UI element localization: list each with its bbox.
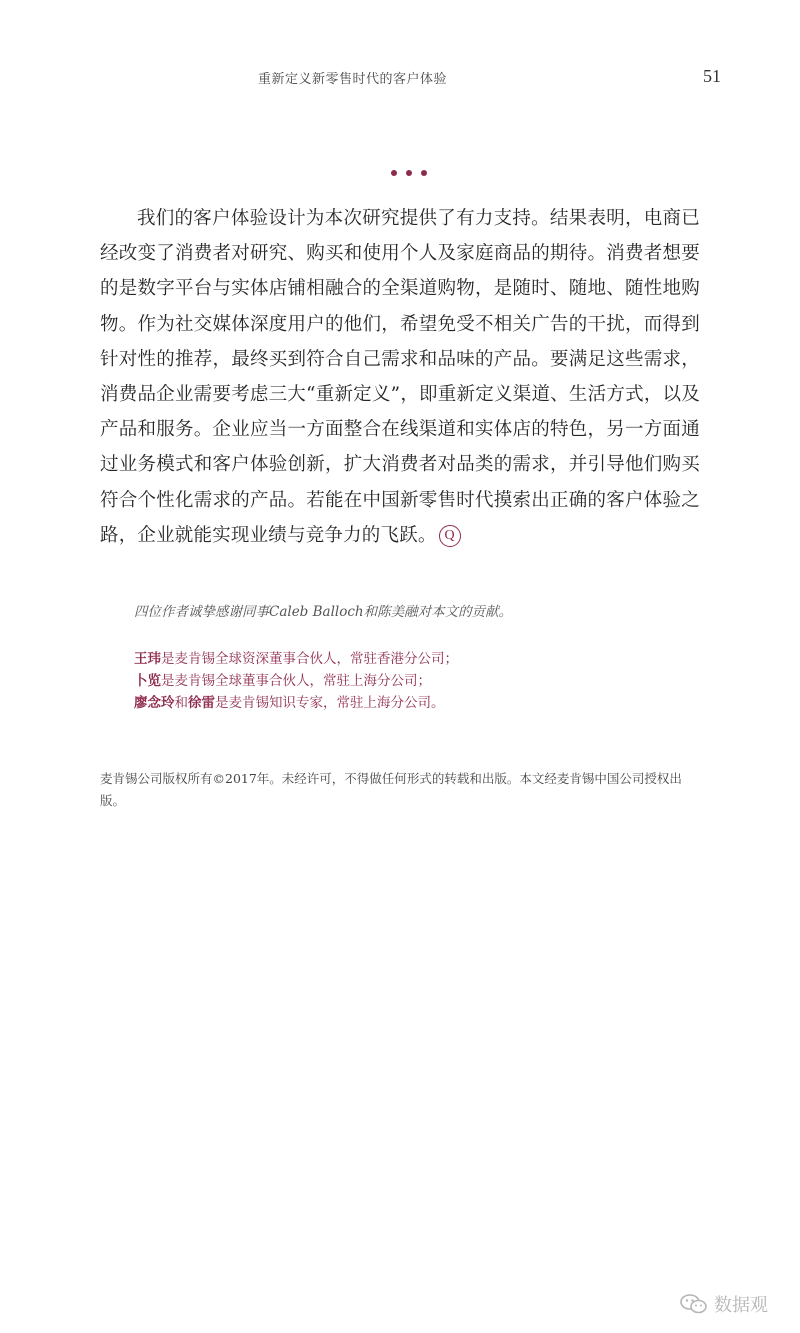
author-list [134, 648, 458, 714]
end-mark-icon: Q [439, 525, 461, 547]
acknowledgement: 四位作者诚挚感谢同事Caleb Balloch和陈美融对本文的贡献。 [134, 604, 513, 620]
body-paragraph-text: 我们的客户体验设计为本次研究提供了有力支持。结果表明，电商已经改变了消费者对研究、购买和使用个人及家庭商品的期待。消费者想要的是数字平台与实体店铺相融合的全渠道购物，是随时、随地、随性地购物。作为社交媒体深度用户的他们，希望免受不相关广告的干扰，而得到针对性的推荐，最终买到符合自己需求和品味的产品。要满足这些需求，消费品企业需要考虑三大“重新定义”，即重新定义渠道、生活方式，以及产品和服务。企业应当一方面整合在线渠道和实体店的特色，另一方面通过业务模式和客户体验创新，扩大消费者对品类的需求，并引导他们购买符合个性化需求的产品。若能在中国新零售时代摸索出正确的客户体验之路，企业就能实现业绩与竞争力的飞跃。 [100, 208, 700, 546]
body-paragraph [100, 201, 700, 553]
author-name: 王玮 [134, 651, 161, 667]
author-item [134, 670, 458, 692]
author-desc: 是麦肯锡全球董事合伙人，常驻上海分公司； [161, 673, 431, 689]
author-desc: 是麦肯锡知识专家，常驻上海分公司。 [215, 695, 445, 711]
author-name: 廖念玲 [134, 695, 175, 711]
section-ornament [391, 170, 427, 176]
page-number: 51 [703, 66, 721, 86]
watermark [680, 1291, 768, 1317]
author-name: 徐雷 [188, 695, 215, 711]
running-head: 重新定义新零售时代的客户体验 [258, 72, 448, 87]
author-item [134, 692, 458, 714]
author-name: 卜览 [134, 673, 161, 689]
ornament-dot [421, 170, 427, 176]
ornament-dot [406, 170, 412, 176]
author-item [134, 648, 458, 670]
author-desc: 是麦肯锡全球资深董事合伙人，常驻香港分公司； [161, 651, 458, 667]
watermark-text: 数据观 [714, 1295, 768, 1316]
ornament-dot [391, 170, 397, 176]
copyright-notice: 麦肯锡公司版权所有©2017年。未经许可，不得做任何形式的转载和出版。本文经麦肯锡中国公司授权出版。 [100, 771, 682, 808]
wechat-icon [680, 1293, 708, 1315]
author-joiner: 和 [174, 695, 188, 711]
